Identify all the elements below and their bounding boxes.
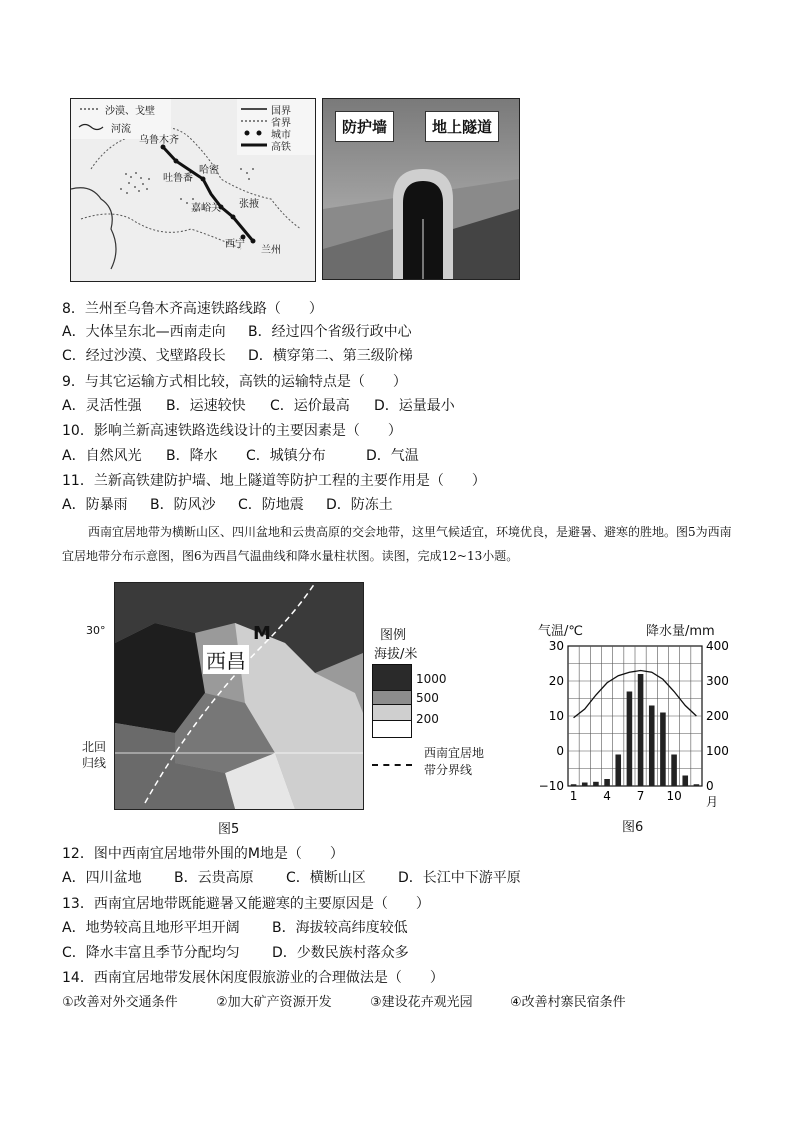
question-9: 9．与其它运输方式相比较，高铁的运输特点是（ ） xyxy=(62,374,407,390)
q12-options xyxy=(62,868,521,888)
q8-option-d: D．横穿第二、第三级阶梯 xyxy=(248,348,413,364)
fig5-tropic-2: 归线 xyxy=(82,756,107,770)
question-10: 10．影响兰新高速铁路选线设计的主要因素是（ ） xyxy=(62,423,402,439)
city-hami: 哈密 xyxy=(199,165,219,176)
fig6-left-tick: −10 xyxy=(538,779,564,793)
fig5-m-label: M xyxy=(253,623,271,644)
q11-options xyxy=(62,495,393,515)
q10-option-d: D．气温 xyxy=(366,448,419,464)
fig6-right-axis-label: 降水量/mm xyxy=(646,624,715,639)
fig6-precip-bar xyxy=(571,784,577,786)
fig6-x-unit: 月 xyxy=(706,795,719,809)
fig5-legend-500: 500 xyxy=(416,691,439,705)
q11-option-a: A．防暴雨 xyxy=(62,497,128,513)
q14-option-4: ④改善村寨民宿条件 xyxy=(510,995,626,1010)
q13-option-b: B．海拔较高纬度较低 xyxy=(272,920,408,936)
q8-option-b: B．经过四个省级行政中心 xyxy=(248,324,412,340)
callout-wall-label: 防护墙 xyxy=(342,118,388,136)
fig6-right-tick: 0 xyxy=(706,779,714,793)
fig6-precip-bar xyxy=(694,784,700,786)
fig5-legend-boundary-1: 西南宜居地 xyxy=(424,746,485,760)
q11-option-c: C．防地震 xyxy=(238,497,304,513)
q12-option-b: B．云贵高原 xyxy=(174,870,254,886)
q9-options xyxy=(62,396,455,416)
fig6-caption: 图6 xyxy=(622,820,644,835)
legend-river: 河流 xyxy=(111,124,131,135)
fig6-right-tick: 300 xyxy=(706,674,729,688)
q11-option-b: B．防风沙 xyxy=(150,497,216,513)
fig5-legend-boundary-2: 带分界线 xyxy=(424,763,473,777)
legend-city: 城市 xyxy=(271,130,291,141)
q9-option-d: D．运量最小 xyxy=(374,398,455,414)
q14-option-3: ③建设花卉观光园 xyxy=(370,995,473,1010)
fig6-x-tick: 1 xyxy=(569,789,578,803)
question-11: 11．兰新高铁建防护墙、地上隧道等防护工程的主要作用是（ ） xyxy=(62,473,486,489)
q11-option-d: D．防冻土 xyxy=(326,497,393,513)
city-xining: 西宁 xyxy=(225,239,245,250)
q9-option-c: C．运价最高 xyxy=(270,398,350,414)
fig6-chart xyxy=(530,636,742,816)
fig6-precip-bar xyxy=(627,692,633,787)
fig6-left-tick: 0 xyxy=(556,744,564,758)
fig5-legend-boundary-line xyxy=(372,764,412,766)
q12-option-a: A．四川盆地 xyxy=(62,870,142,886)
q10-option-b: B．降水 xyxy=(166,448,218,464)
legend-border: 国界 xyxy=(271,106,291,117)
passage: 西南宜居地带为横断山区、四川盆地和云贵高原的交会地带，这里气候适宜，环境优良，是避暑、避寒的胜地。图5为西南宜居地带分布示意图，图6为西昌气温曲线和降水量柱状图。读图，完成12~13小题。 xyxy=(62,525,732,563)
fig6-precip-bar xyxy=(682,776,688,787)
fig5-city-label: 西昌 xyxy=(203,645,249,674)
railway-map xyxy=(70,98,316,282)
fig5-map xyxy=(114,582,364,810)
fig6-x-tick: 7 xyxy=(636,789,645,803)
fig5-legend-200: 200 xyxy=(416,712,439,726)
question-13: 13．西南宜居地带既能避暑又能避寒的主要原因是（ ） xyxy=(62,896,430,912)
callout-wall xyxy=(335,111,394,142)
fig6-left-tick: 10 xyxy=(548,709,564,723)
fig6-right-tick: 200 xyxy=(706,709,729,723)
q9-option-a: A．灵活性强 xyxy=(62,398,142,414)
q12-option-d: D．长江中下游平原 xyxy=(398,870,521,886)
fig6-precip-bar xyxy=(660,713,666,787)
q13-option-d: D．少数民族村落众多 xyxy=(272,945,409,961)
fig6-right-tick: 100 xyxy=(706,744,729,758)
q8-option-a: A．大体呈东北—西南走向 xyxy=(62,324,226,340)
city-zhangye: 张掖 xyxy=(239,199,259,210)
fig6-precip-bar xyxy=(638,674,644,786)
q13-option-c: C．降水丰富且季节分配均匀 xyxy=(62,945,240,961)
q9-option-b: B．运速较快 xyxy=(166,398,246,414)
fig6-precip-bar xyxy=(615,755,621,787)
callout-tunnel-label: 地上隧道 xyxy=(432,118,493,136)
fig6-precip-bar xyxy=(649,706,655,787)
fig5-caption: 图5 xyxy=(218,822,240,837)
legend-desert: 沙漠、戈壁 xyxy=(105,106,155,117)
fig5-legend-swatch-min xyxy=(372,720,412,738)
q12-option-c: C．横断山区 xyxy=(286,870,366,886)
fig6-left-tick: 30 xyxy=(548,639,564,653)
fig5-legend-swatch-high xyxy=(372,664,412,692)
fig6-left-axis-label: 气温/℃ xyxy=(538,624,583,639)
q13-option-a: A．地势较高且地形平坦开阔 xyxy=(62,920,240,936)
fig5-legend-title: 图例 xyxy=(380,628,407,643)
fig6-precip-bar xyxy=(671,755,677,787)
q8-options-row2 xyxy=(62,346,413,366)
q14-option-2: ②加大矿产资源开发 xyxy=(216,995,332,1010)
fig6-x-tick: 10 xyxy=(666,789,682,803)
q14-option-1: ①改善对外交通条件 xyxy=(62,995,178,1010)
q14-options xyxy=(62,993,626,1013)
fig5-tropic-1: 北回 xyxy=(82,740,107,754)
city-jiayuguan: 嘉峪关 xyxy=(191,203,221,214)
city-urumqi: 乌鲁木齐 xyxy=(139,135,179,146)
q8-option-c: C．经过沙漠、戈壁路段长 xyxy=(62,348,226,364)
q8-options-row1 xyxy=(62,322,412,342)
q10-option-a: A．自然风光 xyxy=(62,448,142,464)
city-turpan: 吐鲁番 xyxy=(163,173,193,184)
fig5-lat-label: 30° xyxy=(86,624,106,637)
fig6-precip-bar xyxy=(593,782,599,786)
fig6-left-tick: 20 xyxy=(548,674,564,688)
fig5-legend-unit: 海拔/米 xyxy=(374,647,418,662)
q13-options-row1 xyxy=(62,918,408,938)
question-14: 14．西南宜居地带发展休闲度假旅游业的合理做法是（ ） xyxy=(62,970,444,986)
question-8: 8．兰州至乌鲁木齐高速铁路线路（ ） xyxy=(62,301,323,317)
legend-province: 省界 xyxy=(271,118,291,129)
q10-option-c: C．城镇分布 xyxy=(246,448,326,464)
city-lanzhou: 兰州 xyxy=(261,245,281,256)
legend-rail: 高铁 xyxy=(271,142,291,153)
callout-tunnel xyxy=(425,111,499,142)
fig6-precip-bar xyxy=(582,783,588,787)
q13-options-row2 xyxy=(62,943,409,963)
tunnel-photo xyxy=(322,98,520,280)
fig6-right-tick: 400 xyxy=(706,639,729,653)
fig5-legend-1000: 1000 xyxy=(416,672,447,686)
fig6-x-tick: 4 xyxy=(603,789,611,803)
q10-options xyxy=(62,446,419,466)
fig6-precip-bar xyxy=(604,779,610,786)
question-12: 12．图中西南宜居地带外围的M地是（ ） xyxy=(62,846,344,862)
fig5-terrain-svg xyxy=(115,583,363,809)
